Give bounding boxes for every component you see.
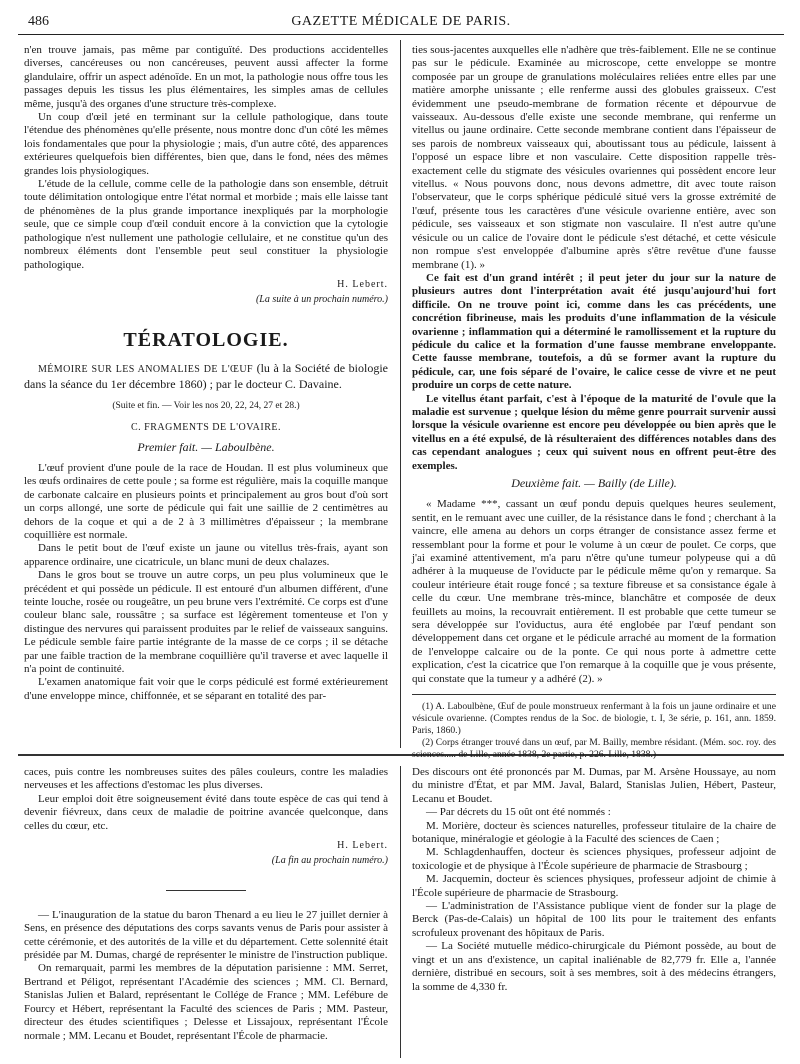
- paragraph: Un coup d'œil jeté en terminant sur la cellule pathologique, dans toute l'étendue des phénomènes qu'elle présente, nous montre donc d'un côté les mêmes lois fondamentales que pour la physiologie ; mais, d'un autre côté, des apparences extérieures quelquefois bien différentes, bien que, dans le fond, nées des mêmes grandes lois physiologiques.: [24, 111, 388, 177]
- case-heading-second: Deuxième fait. — Bailly (de Lille).: [511, 476, 677, 490]
- footnote-1: (1) A. Laboulbène, Œuf de poule monstrueux renfermant à la fois un jaune ordinaire et une vésicule ovarienne. (Comptes rendus de la Soc. de biologie, t. I, 3e série, p. 161, ann. 1859. Paris, 1860.): [412, 701, 776, 737]
- paragraph: On remarquait, parmi les membres de la députation parisienne : MM. Serret, Bertrand et Péligot, représentant l'Académie des sciences ; MM. Cl. Bernard, Stanislas Julien et Balard, représentant le Collége de France ; MM. Lefébure de Fourcy et Hébert, représentant la Faculté des sciences de Paris ; MM. Pasteur, directeur des études scientifiques ; Delesse et Lissajoux, représentant l'École normale ; MM. Lecanu et Boudet, représentant l'École de pharmacie.: [24, 962, 388, 1042]
- paragraph: M. Jacquemin, docteur ès sciences physiques, professeur adjoint de chimie à l'École supérieure de pharmacie de Strasbourg.: [412, 873, 776, 899]
- page-header: [18, 8, 784, 35]
- paragraph: — L'administration de l'Assistance publique vient de fonder sur la plage de Berck (Pas-de-Calais) un hôpital de 100 lits pour le traitement des enfants scrofuleux provenant des hôpitaux de Paris.: [412, 900, 776, 939]
- memoir-title-rest: (lu à la Société de biologie dans la séance du 1er décembre 1860) ; par le docteur C. Davaine.: [24, 360, 389, 391]
- paragraph: Le vitellus étant parfait, c'est à l'époque de la maturité de l'ovule que la maladie est survenue ; quelque lésion du même genre pourrait survenir aussi lorsque la vésicule ovarienne est encore peu développée ou bien après que le vitellus en a été expulsé, de là résulteraient des différences notables dans des cas cependant analogues ; ceux qui suivent nous en offrent peut-être des exemples.: [412, 392, 776, 472]
- continuation-note: (La fin au prochain numéro.): [271, 855, 388, 867]
- column-bottom-right: [412, 766, 776, 1060]
- paragraph: L'examen anatomique fait voir que le corps pédiculé est formé extérieurement d'une enveloppe mince, chiffonnée, et se séparant en totalité des par-: [24, 676, 388, 702]
- case-heading-first: Premier fait. — Laboulbène.: [137, 439, 275, 454]
- paragraph: M. Morière, docteur ès sciences naturelles, professeur titulaire de la chaire de botanique, minéralogie et géologie à la Faculté des sciences de Caen ;: [412, 819, 776, 846]
- paragraph: caces, puis contre les nombreuses suites des pâles couleurs, contre les maladies nerveuses et les affections d'estomac les plus diverses.: [24, 766, 388, 792]
- paragraph: M. Schlagdenhauffen, docteur ès sciences physiques, professeur adjoint de toxicologie et de physique à l'École supérieure de pharmacie de Strasbourg ;: [412, 846, 776, 872]
- paragraph: — La Société mutuelle médico-chirurgicale du Piémont possède, au bout de vingt et un ans d'existence, un capital inaliénable de 82,779 fr. Elle a, l'année dernière, distribué en secours, soit à ses membres, soit à des médecins étrangers, la somme de 4,330 fr.: [412, 940, 776, 993]
- subsection-heading: C. FRAGMENTS DE L'OVAIRE.: [131, 422, 281, 434]
- memoir-title-caps: MÉMOIRE SUR LES ANOMALIES DE L'ŒUF: [38, 363, 253, 375]
- paragraph: « Madame ***, cassant un œuf pondu depuis quelques heures seulement, sentit, en le remuant avec une cuiller, de la résistance dans le fond ; cherchant à la vaincre, elle amena au dehors un corps étranger de consistance assez ferme et ressemblant pour la forme et pour le volume à un cœur de poulet. Ce corps, que j'ai examiné attentivement, m'a paru n'être qu'une tumeur polypeuse qui a dû adhérer à la muqueuse de l'oviducte par le pédicule même qu'on y remarque. Sa couleur intérieure était rouge foncé ; sa texture fibreuse et sa consistance égale à celle du cœur. Une membrane très-mince, blanchâtre et composée de deux feuillets au moins, la recouvrait entièrement. Il est probable que cette tumeur se sera développée sur l'oviductus, aura été englobée par l'œuf pendant son développement dans cet organe et le pédicule arraché au moment de la formation de l'enveloppe calcaire ou de la ponte. Ce qui nous porte à admettre cette explication, c'est la cicatrice que l'on remarque à la coquille que je vous présente, qui constate que la tumeur y a adhéré (2). »: [412, 498, 776, 685]
- paragraph: Dans le petit bout de l'œuf existe un jaune ou vitellus très-frais, ayant son apparence ordinaire, une cicatricule, un blanc muni de deux chalazes.: [24, 542, 388, 568]
- section-title: TÉRATOLOGIE.: [123, 328, 289, 351]
- paragraph: n'en trouve jamais, pas même par contiguïté. Des productions accidentelles diverses, cancéreuses ou non cancéreuses, peuvent aussi affecter la forme glandulaire, offrir un aspect adénoïde. En un mot, la pathologie nous offre tous les passages depuis les tissus les plus élémentaires, les simples amas de cellules même, jusqu'à des organes d'une structure très-complexe.: [24, 44, 388, 110]
- memoir-title: [24, 361, 388, 392]
- paragraph: — L'inauguration de la statue du baron Thenard a eu lieu le 27 juillet dernier à Sens, en présence des députations des corps savants venus de Paris pour assister à cette cérémonie, et des autorités de la ville et du département. Cette solennité était présidée par M. Dumas, chargé de représenter le ministre de l'instruction publique.: [24, 908, 388, 962]
- author-signature: H. Lebert.: [337, 840, 388, 852]
- footnote-2: (2) Corps étranger trouvé dans un œuf, par M. Bailly, membre résidant. (Mém. soc. roy. des sciences..... de Lille, année 1838, 2e partie, p. 226. Lille, 1838.): [412, 737, 776, 761]
- paragraph: Dans le gros bout se trouve un autre corps, un peu plus volumineux que le précédent et qui possède un pédicule. Il est entouré d'un albumen différent, d'une teinte louche, rosée ou rougeâtre, un peu brune vers l'extrémité. Ce corps est d'une couleur blanc sale, roussâtre ; sa surface est légèrement tomenteuse et l'on y distingue des nervures qui paraissent produites par le relief de vaisseaux sanguins. Le pédicule semble faire partie intégrante de la masse de ce corps ; il se détache par une faible traction de la membrane coquillière qu'il traverse et avec laquelle il n'a point de continuité.: [24, 569, 388, 676]
- paragraph: — Par décrets du 15 oût ont été nommés :: [426, 806, 611, 819]
- paragraph: L'œuf provient d'une poule de la race de Houdan. Il est plus volumineux que les œufs ordinaires de cette poule ; sa forme est régulière, mais la coquille manque de carbonate calcaire en plusieurs points et principalement au gros bout d'où sort un corps allongé, une sorte de pédicule qui fait une saillie de 2 centimètres au dehors de la coque et qui a de 2 à 3 millimètres d'épaisseur ; la membrane coquillière est normale.: [24, 461, 388, 541]
- paragraph: ties sous-jacentes auxquelles elle n'adhère que très-faiblement. Elle ne se continue pas sur le pédicule. Examinée au microscope, cette enveloppe se montre composée par un groupe de granulations moléculaires reliées entre elles par une matière amorphe unissante ; elle renferme aussi des globules graisseux. C'est évidemment une pseudo-membrane de formation récente et dépourvue de vaisseaux. Au-dessous d'elle existe une seconde membrane, qui renferme un vitellus ou jaune ordinaire. Cette seconde membrane contient dans l'épaisseur de ses parois de nombreux vaisseaux qui, aboutissant tous au pédicule, laissent à l'opposé un espace libre et non vasculaire. Cette disposition rappelle très-exactement celle du stigmate des vésicules ovariennes qui possèdent encore leur vitellus. « Nous pouvons donc, nous devons admettre, dit avec toute raison l'observateur, que le corps sphérique pédiculé situé vers la grosse extrémité de l'œuf, présente tous les caractères d'une vésicule ovarienne entière, avec son pédicule, ses vaisseaux et son stigmate non vasculaire. Il n'est autre qu'une vésicule ou un calice de l'ovaire dont le pédicule s'est détaché, et cette vésicule non rompue s'est enveloppée d'albumine après s'être revêtue d'une fausse membrane (1). »: [412, 44, 776, 271]
- column-divider-bottom: [400, 766, 401, 1058]
- paragraph: Des discours ont été prononcés par M. Dumas, par M. Arsène Houssaye, au nom du ministre d'État, et par MM. Javal, Balard, Stanislas Julien, Hébert, Pasteur, Lecanu et Boudet.: [412, 766, 776, 805]
- column-top-right: [412, 44, 776, 761]
- paragraph: Ce fait est d'un grand intérêt ; il peut jeter du jour sur la nature de plusieurs autres dont l'interprétation avait été jusqu'aujourd'hui fort difficile. On ne trouve point ici, comme dans les cas précédents, une concrétion fibrineuse, mais les produits d'une inflammation de la vésicule ovarienne ; inflammation qui a déterminé le ramollissement et la rupture du pédicule du calice et la formation d'une fausse membrane enveloppante. Cette fausse membrane, toutefois, a dû se former avant la rupture du pédicule, car, une fois séparé de l'ovaire, le calice cesse de vivre et ne peut produire un corps de cette nature.: [412, 271, 776, 392]
- column-divider-top: [400, 40, 401, 748]
- continuation-note: (La suite à un prochain numéro.): [255, 294, 388, 306]
- suite-fin-note: (Suite et fin. — Voir les nos 20, 22, 24, 27 et 28.): [112, 400, 300, 411]
- column-bottom-left: [24, 766, 388, 1060]
- author-signature: H. Lebert.: [337, 278, 388, 290]
- short-divider: [166, 890, 246, 891]
- column-top-left: [24, 44, 388, 746]
- paragraph: L'étude de la cellule, comme celle de la pathologie dans son ensemble, détruit toute délimitation ontologique entre l'état normal et morbide ; mais elle laisse tant de phénomènes de la plus grande importance inexpliqués par la morphologie seule, que ce simple coup d'œil conduit encore à la conviction que la cytologie pathologique n'est nullement une pathologie cellulaire, et ne constitue qu'un des nombreux éléments dont l'ensemble peut seul constituer la physiologie pathologique.: [24, 178, 388, 271]
- footnote-divider: [412, 694, 776, 695]
- page-number: 486: [28, 14, 49, 29]
- paragraph: Leur emploi doit être soigneusement évité dans toute espèce de cas qui tend à devenir fiévreux, dans ceux de maladie de poitrine avancée quelconque, dans celles du cœur, etc.: [24, 792, 388, 832]
- journal-title: GAZETTE MÉDICALE DE PARIS.: [291, 14, 511, 29]
